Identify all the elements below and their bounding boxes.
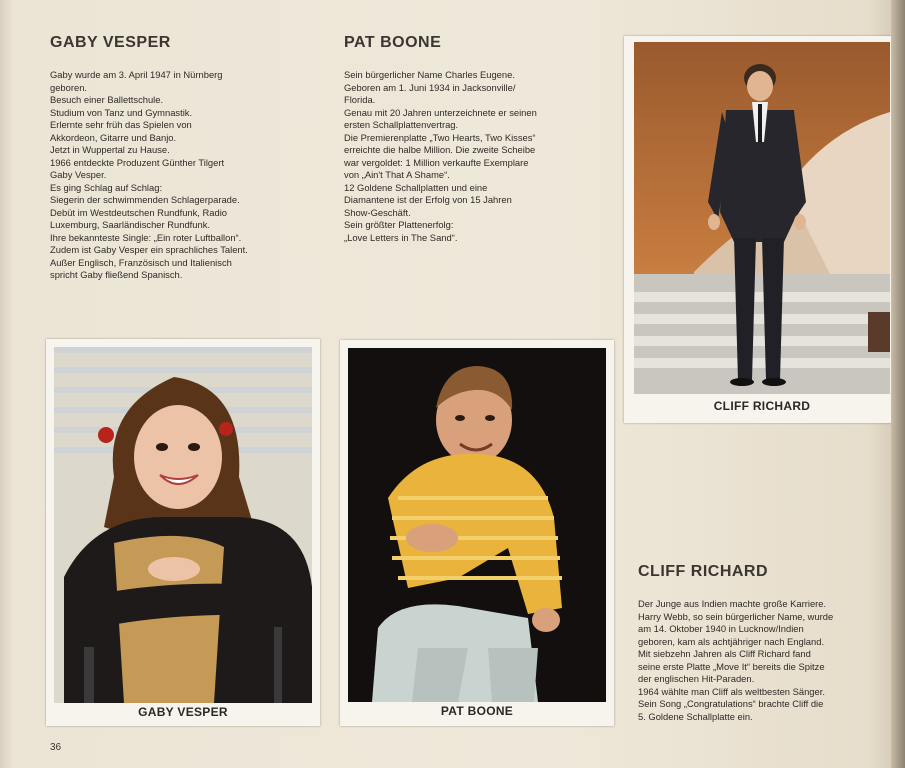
bio-line: Luxemburg, Saarländischer Rundfunk. xyxy=(50,219,210,230)
gaby-heading: GABY VESPER xyxy=(50,34,171,51)
bio-line: Florida. xyxy=(344,94,376,105)
bio-line: Sein größter Plattenerfolg: xyxy=(344,219,454,230)
bio-line: Zudem ist Gaby Vesper ein sprachliches Talent. xyxy=(50,244,248,255)
bio-line: war vergoldet: 1 Million verkaufte Exemplare xyxy=(344,156,529,168)
bio-line: Außer Englisch, Französisch und Italienisch xyxy=(50,256,232,268)
bio-line: spricht Gaby fließend Spanisch. xyxy=(50,269,183,280)
bio-line: Die Premierenplatte „Two Hearts, Two Kisses“ xyxy=(344,131,536,143)
bio-line: 12 Goldene Schallplatten und eine xyxy=(344,181,488,193)
pat-bio xyxy=(344,69,537,244)
bio-line: geboren. xyxy=(50,81,88,93)
bio-line: Mit siebzehn Jahren als Cliff Richard fand xyxy=(638,648,811,659)
bio-line: Besuch einer Ballettschule. xyxy=(50,94,164,105)
bio-line: erreichte die halbe Million. Die zweite Scheibe xyxy=(344,144,536,155)
bio-line: der englischen Hit-Paraden. xyxy=(638,673,755,684)
bio-line: Diamantene ist der Erfolg von 15 Jahren xyxy=(344,194,512,205)
bio-line: Siegerin der schwimmenden Schlagerparade. xyxy=(50,194,240,205)
bio-line: Debüt im Westdeutschen Rundfunk, Radio xyxy=(50,206,228,218)
cliff-bio xyxy=(638,598,833,723)
bio-line: 5. Goldene Schallplatte ein. xyxy=(638,710,753,722)
book-gutter xyxy=(891,0,905,768)
pat-photo xyxy=(348,348,606,702)
cliff-card-caption: CLIFF RICHARD xyxy=(713,399,811,413)
pat-photo-image xyxy=(348,348,606,702)
bio-line: 1964 wählte man Cliff als weltbesten Sänger. xyxy=(638,685,825,697)
bio-line: Ihre bekannteste Single: „Ein roter Luftballon“. xyxy=(50,231,242,243)
bio-line: Gaby wurde am 3. April 1947 in Nürnberg xyxy=(50,69,223,80)
bio-line: Harry Webb, so sein bürgerlicher Name, wurde xyxy=(638,610,834,622)
bio-line: Studium von Tanz und Gymnastik. xyxy=(50,106,193,118)
pat-photo-card xyxy=(340,340,614,726)
bio-line: geboren, kam als achtjähriger nach England. xyxy=(638,635,825,647)
bio-line: Erlernte sehr früh das Spielen von xyxy=(50,119,192,130)
gaby-bio xyxy=(50,69,248,282)
bio-line: Akkordeon, Gitarre und Banjo. xyxy=(50,131,177,143)
gaby-card-caption: GABY VESPER xyxy=(138,705,228,719)
gaby-photo-card xyxy=(46,339,320,726)
pat-card-caption: PAT BOONE xyxy=(440,704,514,718)
bio-line: Es ging Schlag auf Schlag: xyxy=(50,181,163,193)
bio-line: ersten Schallplattenvertrag. xyxy=(344,119,459,130)
gaby-photo xyxy=(54,347,312,703)
bio-line: am 14. Oktober 1940 in Lucknow/Indien xyxy=(638,623,804,634)
cliff-photo-image xyxy=(634,42,890,394)
bio-line: von „Ain't That A Shame“. xyxy=(344,169,450,180)
bio-line: Show-Geschäft. xyxy=(344,206,411,218)
bio-line: seine erste Platte „Move It“ bereits die Spitze xyxy=(638,660,825,672)
bio-line: 1966 entdeckte Produzent Günther Tilgert xyxy=(50,156,225,168)
pat-heading: PAT BOONE xyxy=(344,34,442,51)
cliff-heading: CLIFF RICHARD xyxy=(638,563,769,580)
bio-line: Geboren am 1. Juni 1934 in Jacksonville/ xyxy=(344,81,516,93)
bio-line: Genau mit 20 Jahren unterzeichnete er seinen xyxy=(344,106,537,118)
bio-line: Sein bürgerlicher Name Charles Eugene. xyxy=(344,69,515,80)
bio-line: Der Junge aus Indien machte große Karriere. xyxy=(638,598,827,609)
cliff-photo-card xyxy=(624,36,900,423)
gaby-photo-image xyxy=(54,347,312,703)
cliff-photo xyxy=(634,42,890,394)
bio-line: Sein Song „Congratulations“ brachte Cliff die xyxy=(638,698,824,709)
bio-line: „Love Letters in The Sand“. xyxy=(344,231,458,243)
page-number: 36 xyxy=(50,742,62,753)
bio-line: Gaby Vesper. xyxy=(50,169,107,180)
bio-line: Jetzt in Wuppertal zu Hause. xyxy=(50,144,170,155)
